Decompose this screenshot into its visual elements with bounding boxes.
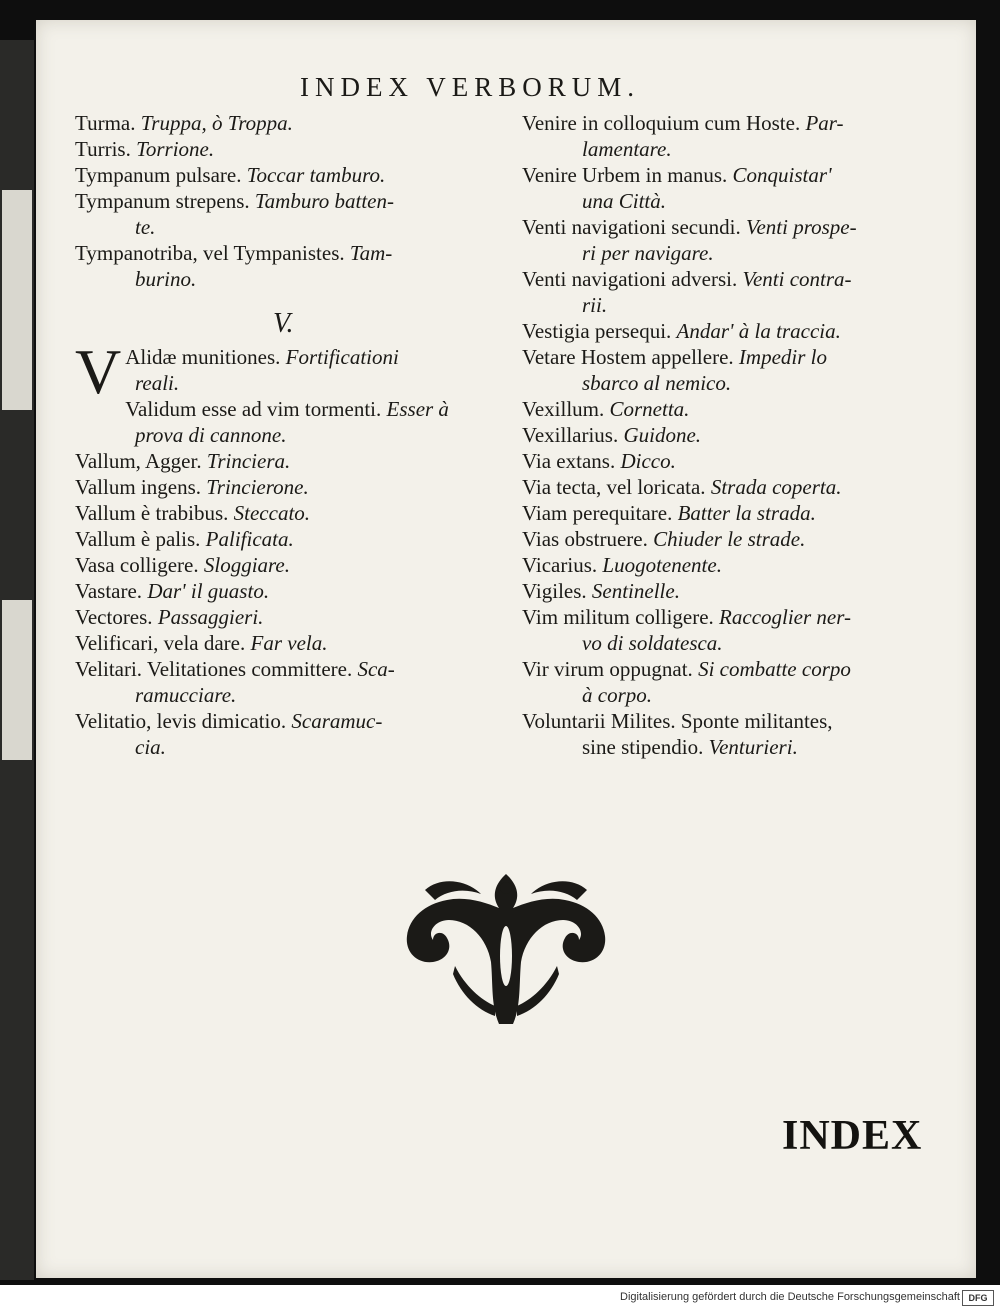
latin-term: Velitatio, levis dimicatio. — [75, 709, 287, 733]
italian-term: Far vela. — [250, 631, 328, 655]
latin-term: Vasa colligere. — [75, 553, 199, 577]
index-entry — [75, 448, 505, 474]
italian-term: Venti contra- — [742, 267, 852, 291]
latin-term: Tympanum strepens. — [75, 189, 250, 213]
index-entry — [75, 656, 505, 708]
italian-term: Trincierone. — [206, 475, 309, 499]
italian-term: Andar' à la traccia. — [676, 319, 841, 343]
page-edge-fragment — [2, 190, 32, 410]
latin-term: Tympanotriba, vel Tympanistes. — [75, 241, 345, 265]
latin-term: Vallum ingens. — [75, 475, 201, 499]
latin-term: Vallum è palis. — [75, 527, 201, 551]
italian-term: Sca- — [357, 657, 395, 681]
latin-term: Venti navigationi adversi. — [522, 267, 738, 291]
latin-term: Vetare Hostem appellere. — [522, 345, 734, 369]
italian-term: Conquistar' — [732, 163, 832, 187]
italian-term: Venti prospe- — [745, 215, 857, 239]
latin-term-continuation — [522, 734, 962, 760]
decorative-tailpiece-ornament — [395, 866, 617, 1032]
footer-credit: Digitalisierung gefördert durch die Deutsche Forschungsgemeinschaft — [620, 1291, 960, 1303]
index-entry — [522, 526, 962, 552]
index-entry — [522, 552, 962, 578]
italian-term: Passaggieri. — [157, 605, 264, 629]
latin-term: Vallum, Agger. — [75, 449, 202, 473]
index-entry — [75, 110, 505, 136]
previous-page-edge — [0, 40, 34, 1280]
italian-term-continuation: una Città. — [582, 189, 667, 213]
section-letter-heading: V. — [273, 308, 294, 339]
italian-term-continuation: vo di soldatesca. — [582, 631, 723, 655]
italian-term: Chiuder le strade. — [653, 527, 806, 551]
latin-term: Velitari. Velitationes committere. — [75, 657, 353, 681]
right-column — [522, 110, 962, 760]
index-entry — [75, 500, 505, 526]
index-entry — [522, 214, 962, 266]
latin-term: Validum esse ad vim tormenti. — [125, 397, 382, 421]
index-entry — [522, 708, 962, 760]
index-entry — [522, 344, 962, 396]
index-entry — [522, 318, 962, 344]
latin-term: Vexillum. — [522, 397, 605, 421]
latin-term: Alidæ munitiones. — [125, 345, 281, 369]
italian-term-continuation: cia. — [135, 735, 166, 759]
index-entry — [75, 578, 505, 604]
index-entry — [75, 136, 505, 162]
left-column — [75, 110, 505, 760]
italian-term: Guidone. — [623, 423, 702, 447]
index-entry — [75, 526, 505, 552]
index-entry — [522, 266, 962, 318]
index-entry — [522, 396, 962, 422]
italian-term: Torrione. — [136, 137, 215, 161]
latin-term: Viam perequitare. — [522, 501, 673, 525]
latin-term: Voluntarii Milites. Sponte militantes, — [522, 709, 833, 733]
italian-term: Toccar tamburo. — [246, 163, 386, 187]
digitization-footer — [0, 1289, 1000, 1307]
latin-term: Vectores. — [75, 605, 153, 629]
latin-term: Vexillarius. — [522, 423, 619, 447]
italian-term: Dar' il guasto. — [147, 579, 270, 603]
latin-term: Vallum è trabibus. — [75, 501, 229, 525]
index-entry — [522, 110, 962, 162]
drop-cap-initial: V — [75, 336, 122, 407]
index-entry — [75, 396, 505, 448]
latin-term: Vir virum oppugnat. — [522, 657, 693, 681]
italian-term: Fortificationi — [285, 345, 399, 369]
index-entry — [75, 708, 505, 760]
index-entry — [522, 162, 962, 214]
italian-term: Impedir lo — [738, 345, 827, 369]
index-entry — [75, 630, 505, 656]
italian-term-continuation: ramucciare. — [135, 683, 237, 707]
index-entry — [75, 240, 505, 292]
italian-term: Dicco. — [620, 449, 676, 473]
index-entry — [75, 604, 505, 630]
italian-term: Steccato. — [233, 501, 311, 525]
italian-term-continuation: lamentare. — [582, 137, 672, 161]
page-header: INDEX VERBORUM. — [300, 72, 641, 102]
index-entry — [522, 422, 962, 448]
italian-term: Luogotenente. — [602, 553, 722, 577]
latin-term: Venire Urbem in manus. — [522, 163, 728, 187]
italian-term: Raccoglier ner- — [719, 605, 851, 629]
index-entry — [522, 448, 962, 474]
latin-term: Via tecta, vel loricata. — [522, 475, 706, 499]
italian-term-continuation: reali. — [135, 371, 180, 395]
latin-term: sine stipendio. — [582, 735, 704, 759]
italian-term-continuation: ri per navigare. — [582, 241, 714, 265]
italian-term-continuation: burino. — [135, 267, 197, 291]
latin-term: Turma. — [75, 111, 136, 135]
latin-term: Venire in colloquium cum Hoste. — [522, 111, 801, 135]
italian-term-continuation: à corpo. — [582, 683, 652, 707]
italian-term: Strada coperta. — [710, 475, 842, 499]
index-entry — [75, 552, 505, 578]
latin-term: Vim militum colligere. — [522, 605, 714, 629]
latin-term: Vicarius. — [522, 553, 598, 577]
italian-term-continuation: prova di cannone. — [135, 423, 287, 447]
latin-term: Tympanum pulsare. — [75, 163, 242, 187]
italian-term-continuation: rii. — [582, 293, 608, 317]
dfg-logo: DFG — [962, 1290, 994, 1306]
index-entry — [522, 656, 962, 708]
italian-term: Trinciera. — [206, 449, 291, 473]
italian-term: Sentinelle. — [591, 579, 680, 603]
index-entry — [522, 604, 962, 656]
italian-term: Cornetta. — [609, 397, 690, 421]
index-entry — [75, 162, 505, 188]
italian-term: Batter la strada. — [677, 501, 816, 525]
index-entry — [522, 474, 962, 500]
italian-term: Tam- — [349, 241, 393, 265]
italian-term: Truppa, ò Troppa. — [140, 111, 293, 135]
latin-term: Turris. — [75, 137, 131, 161]
latin-term: Vestigia persequi. — [522, 319, 672, 343]
italian-term-continuation: te. — [135, 215, 156, 239]
italian-term: Scaramuc- — [291, 709, 383, 733]
italian-term: Sloggiare. — [203, 553, 291, 577]
index-entry — [75, 188, 505, 240]
index-entry — [75, 474, 505, 500]
italian-term: Si combatte corpo — [698, 657, 851, 681]
page-edge-fragment — [2, 600, 32, 760]
italian-term: Tamburo batten- — [254, 189, 394, 213]
latin-term: Vigiles. — [522, 579, 587, 603]
index-entry — [522, 578, 962, 604]
latin-term: Velificari, vela dare. — [75, 631, 246, 655]
italian-term: Par- — [805, 111, 844, 135]
latin-term: Venti navigationi secundi. — [522, 215, 741, 239]
index-entry — [522, 500, 962, 526]
index-entry — [75, 336, 505, 407]
italian-term: Venturieri. — [708, 735, 798, 759]
italian-term: Esser à — [386, 397, 449, 421]
italian-term: Palificata. — [205, 527, 294, 551]
catchword: INDEX — [782, 1113, 923, 1159]
latin-term: Vias obstruere. — [522, 527, 648, 551]
italian-term-continuation: sbarco al nemico. — [582, 371, 732, 395]
latin-term: Vastare. — [75, 579, 143, 603]
latin-term: Via extans. — [522, 449, 616, 473]
